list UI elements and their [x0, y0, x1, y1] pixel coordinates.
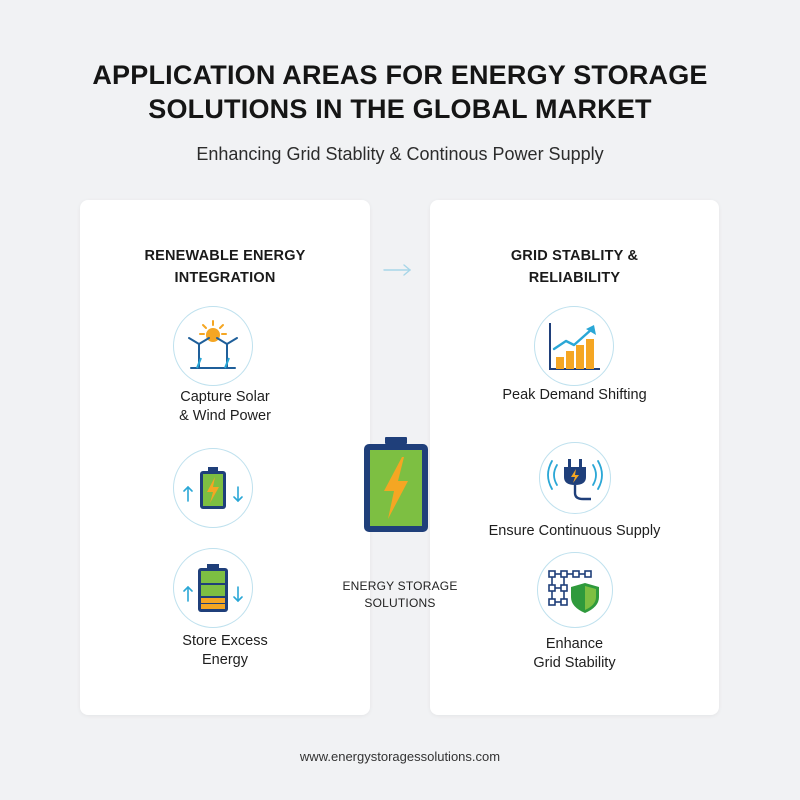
label-line-2: Grid Stability [533, 655, 616, 671]
page-subtitle: Enhancing Grid Stablity & Continous Power Supply [196, 144, 604, 164]
center-label-line-1: ENERGY STORAGE [342, 579, 458, 593]
battery-level-icon [173, 548, 253, 628]
panel-heading-line-1: RENEWABLE ENERGY [144, 248, 306, 264]
panel-heading-line-2: INTEGRATION [174, 270, 276, 286]
panel-heading-line-1: GRID STABLITY & [510, 248, 639, 264]
bar-chart-growth-icon [534, 306, 614, 386]
title-line-2: SOLUTIONS IN THE GLOBAL MARKET [148, 94, 652, 124]
label-line-1: Enhance [545, 636, 604, 652]
store-excess-energy-label [80, 632, 370, 670]
grid-stability-panel [430, 200, 719, 715]
grid-shield-icon [537, 552, 613, 628]
solar-wind-icon [173, 306, 253, 386]
label-line-2: & Wind Power [179, 408, 271, 424]
panel-heading [80, 245, 370, 289]
footer-url[interactable]: www.energystoragessolutions.com [299, 749, 501, 764]
center-label-line-2: SOLUTIONS [364, 596, 436, 610]
renewable-integration-panel [80, 200, 370, 715]
peak-demand-label: Peak Demand Shifting [502, 387, 647, 403]
panel-heading [430, 245, 719, 289]
label-line-1: Store Excess [182, 633, 268, 649]
enhance-grid-label [430, 635, 719, 673]
power-plug-icon [539, 442, 611, 514]
panel-heading-line-2: RELIABILITY [528, 270, 621, 286]
label-line-2: Energy [202, 652, 248, 668]
continuous-supply-label: Ensure Continuous Supply [488, 523, 661, 539]
top-arrow-icon [384, 265, 410, 275]
battery-bolt-icon [360, 435, 432, 535]
battery-charging-icon [173, 448, 253, 528]
capture-solar-wind-label [80, 388, 370, 426]
energy-storage-label [320, 578, 480, 612]
label-line-1: Capture Solar [180, 389, 270, 405]
title-line-1: APPLICATION AREAS FOR ENERGY STORAGE [92, 60, 708, 90]
